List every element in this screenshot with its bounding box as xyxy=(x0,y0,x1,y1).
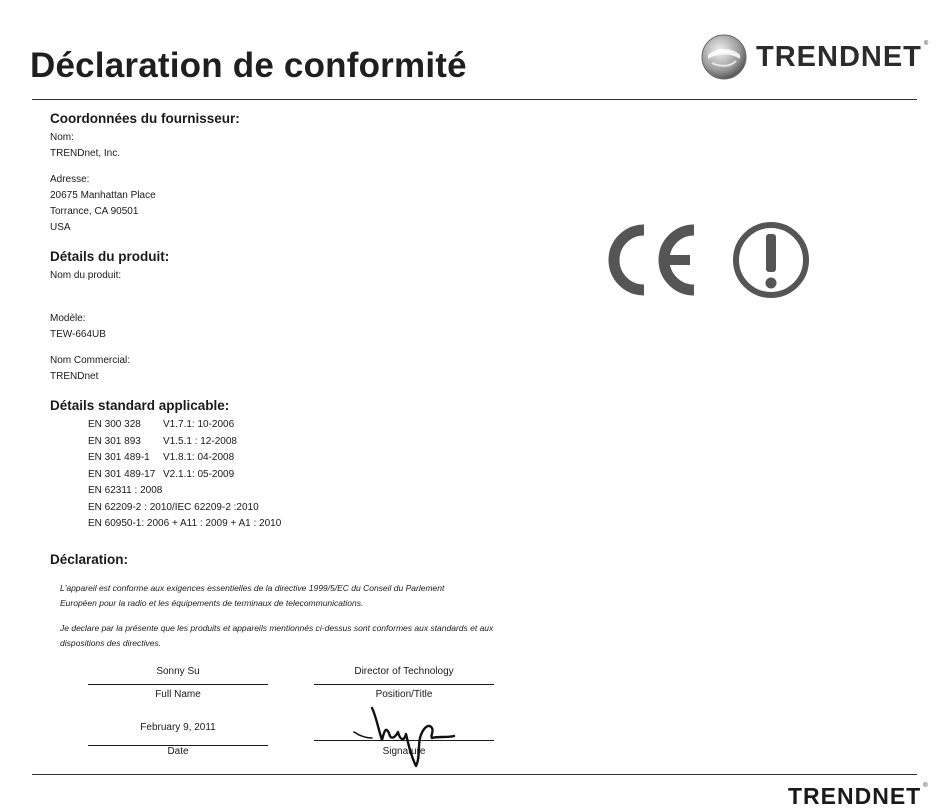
declaration-text: Je declare par la présente que les produits et appareils mentionnés ci-dessus sont conformes aux standards et aux xyxy=(60,623,494,633)
footer-divider xyxy=(32,774,917,775)
commercial-name-label: Nom Commercial: xyxy=(50,355,131,366)
header-divider xyxy=(32,99,917,100)
supplier-address-line: Torrance, CA 90501 xyxy=(50,206,139,217)
brand-name: TRENDNET xyxy=(756,41,922,73)
trendnet-globe-icon xyxy=(700,33,748,81)
handwritten-signature xyxy=(350,702,470,770)
declaration-heading: Déclaration: xyxy=(50,552,129,567)
standard-version: V1.8.1: 04-2008 xyxy=(163,452,235,463)
registered-mark: ® xyxy=(923,783,929,789)
standard-extra: EN 62311 : 2008 xyxy=(88,485,163,496)
standard-row xyxy=(88,450,281,467)
standard-version: V1.7.1: 10-2006 xyxy=(163,419,235,430)
standards-heading: Détails standard applicable: xyxy=(50,398,230,413)
standard-version: V2.1.1: 05-2009 xyxy=(163,468,235,480)
signature-caption: Signature xyxy=(382,746,426,757)
model-label: Modèle: xyxy=(50,313,86,324)
supplier-heading: Coordonnées du fournisseur: xyxy=(50,111,240,126)
position-line xyxy=(314,684,494,685)
standard-code: EN 301 893 xyxy=(88,435,141,447)
model-value: TEW-664UB xyxy=(50,329,106,340)
standard-row xyxy=(88,467,281,484)
standard-code: EN 301 489-1 xyxy=(88,452,150,463)
commercial-name-value: TRENDnet xyxy=(50,371,99,382)
footer-brand-name: TRENDNET xyxy=(788,783,922,809)
supplier-address-line: USA xyxy=(50,222,71,233)
trendnet-logo-footer xyxy=(788,783,929,810)
exclamation-alert-icon xyxy=(731,220,811,300)
standard-code: EN 301 489-17 xyxy=(88,468,156,480)
supplier-name-label: Nom: xyxy=(50,132,74,143)
date-value: February 9, 2011 xyxy=(140,722,216,733)
declaration-text: Européen pour la radio et les équipements de terminaux de telecommunications. xyxy=(60,598,364,608)
standard-row xyxy=(88,434,281,451)
full-name-line xyxy=(88,684,268,685)
standard-version: V1.5.1 : 12-2008 xyxy=(163,435,237,447)
supplier-address-label: Adresse: xyxy=(50,174,90,185)
standard-extra: EN 60950-1: 2006 + A11 : 2009 + A1 : 2010 xyxy=(88,518,282,529)
declaration-text: dispositions des directives. xyxy=(60,638,162,648)
standard-code: EN 300 328 xyxy=(88,419,141,430)
standards-list xyxy=(88,417,281,533)
trendnet-logo-header xyxy=(700,33,930,87)
full-name-value: Sonny Su xyxy=(156,666,200,677)
date-caption: Date xyxy=(167,746,189,757)
document-title: Déclaration de conformité xyxy=(30,46,467,85)
supplier-name-value: TRENDnet, Inc. xyxy=(50,148,121,159)
trendnet-logo-text xyxy=(756,41,929,74)
supplier-address-line: 20675 Manhattan Place xyxy=(50,190,156,201)
full-name-caption: Full Name xyxy=(155,689,201,700)
position-value: Director of Technology xyxy=(354,666,454,677)
standard-row xyxy=(88,417,281,434)
registered-mark: ® xyxy=(923,41,930,47)
declaration-text: L'appareil est conforme aux exigences essentielles de la directive 1999/5/EC du Conseil du Parlement xyxy=(60,583,445,593)
position-caption: Position/Title xyxy=(375,689,433,700)
standard-extra: EN 62209-2 : 2010/IEC 62209-2 :2010 xyxy=(88,501,259,513)
ce-mark-icon xyxy=(606,224,698,296)
product-name-label: Nom du produit: xyxy=(50,270,122,281)
product-heading: Détails du produit: xyxy=(50,249,170,264)
